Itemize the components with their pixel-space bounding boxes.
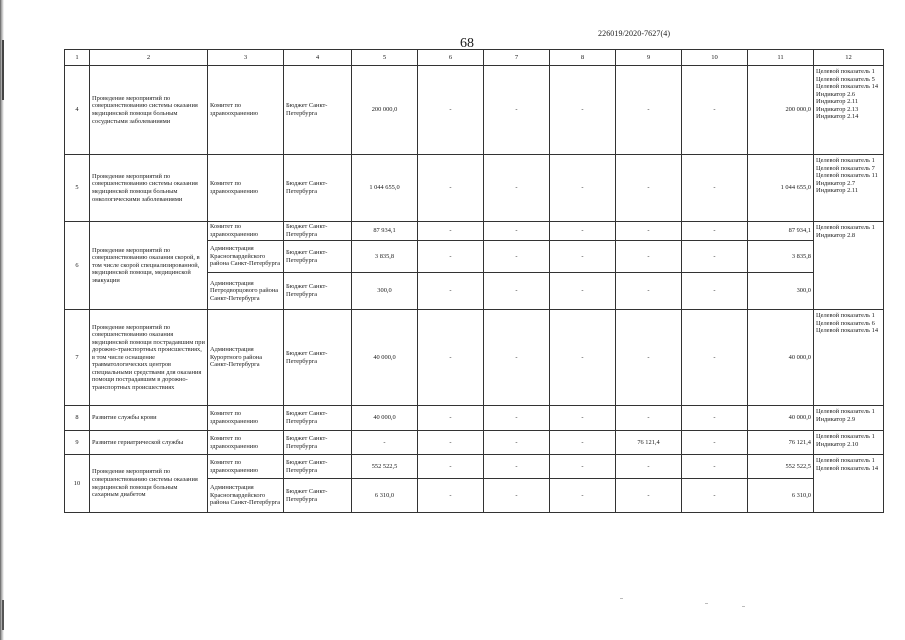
amount-cell: -	[484, 479, 550, 513]
header-cell: 4	[284, 50, 352, 66]
amount-cell: -	[616, 155, 682, 222]
indicator: Индикатор 2.8	[816, 231, 856, 239]
amount-cell: 552 522,5	[748, 455, 814, 479]
total-amount: -	[352, 431, 418, 455]
scan-mark	[2, 600, 4, 630]
funding-source: Бюджет Санкт-Петербурга	[284, 273, 352, 310]
amount-cell: 200 000,0	[748, 66, 814, 155]
amount-cell: -	[418, 155, 484, 222]
indicator: Целевой показатель 1	[816, 408, 875, 415]
funding-source: Бюджет Санкт-Петербурга	[284, 455, 352, 479]
row-number: 9	[65, 431, 90, 455]
amount-cell: -	[682, 273, 748, 310]
amount-cell: 6 310,0	[748, 479, 814, 513]
amount-cell: -	[484, 455, 550, 479]
funding-source: Бюджет Санкт-Петербурга	[284, 431, 352, 455]
header-cell: 10	[682, 50, 748, 66]
page-number: 68	[460, 36, 474, 51]
amount-cell: -	[550, 431, 616, 455]
amount-cell: -	[418, 406, 484, 431]
amount-cell: 300,0	[748, 273, 814, 310]
funding-source: Бюджет Санкт-Петербурга	[284, 66, 352, 155]
table-row	[65, 406, 884, 431]
amount-cell: -	[550, 310, 616, 406]
header-cell: 1	[65, 50, 90, 66]
total-amount: 200 000,0	[352, 66, 418, 155]
row-number: 10	[65, 455, 90, 513]
amount-cell: -	[616, 222, 682, 241]
indicator: Целевой показатель 1	[816, 457, 875, 464]
header-cell: 2	[90, 50, 208, 66]
header-cell: 3	[208, 50, 284, 66]
total-amount: 87 934,1	[352, 222, 418, 241]
indicators-cell	[814, 66, 884, 155]
amount-cell: -	[550, 406, 616, 431]
indicator: Целевой показатель 6	[816, 319, 875, 327]
amount-cell: -	[616, 273, 682, 310]
amount-cell: -	[682, 479, 748, 513]
amount-cell: -	[418, 66, 484, 155]
amount-cell: -	[418, 310, 484, 406]
header-cell: 5	[352, 50, 418, 66]
indicators-cell	[814, 406, 884, 431]
row-number: 7	[65, 310, 90, 406]
amount-cell: -	[682, 406, 748, 431]
indicators-cell	[814, 455, 884, 513]
amount-cell: 40 000,0	[748, 406, 814, 431]
amount-cell: 3 835,8	[748, 241, 814, 273]
amount-cell: -	[682, 455, 748, 479]
amount-cell: -	[682, 155, 748, 222]
amount-cell: -	[484, 310, 550, 406]
amount-cell: -	[682, 66, 748, 155]
indicator: Целевой показатель 1	[816, 157, 875, 164]
table-row	[65, 310, 884, 406]
measure-name: Развитие службы крови	[90, 406, 208, 431]
measure-name: Развитие гериатрической службы	[90, 431, 208, 455]
header-cell: 9	[616, 50, 682, 66]
row-number: 8	[65, 406, 90, 431]
table-row	[65, 155, 884, 222]
indicators-cell	[814, 155, 884, 222]
indicator: Индикатор 2.6	[816, 90, 856, 98]
indicator: Целевой показатель 14	[816, 327, 879, 335]
row-number: 6	[65, 222, 90, 310]
amount-cell: -	[550, 222, 616, 241]
document-id: 226019/2020-7627(4)	[598, 29, 671, 38]
measure-name: Проведение мероприятий по совершенствованию системы оказания медицинской помощи больным сосудистыми заболеваниями	[90, 66, 208, 155]
executor: Администрация Петродворцового района Санкт-Петербурга	[208, 273, 284, 310]
header-row	[65, 50, 884, 66]
amount-cell: 1 044 655,0	[748, 155, 814, 222]
amount-cell: -	[550, 66, 616, 155]
amount-cell: -	[418, 273, 484, 310]
measure-name: Проведение мероприятий по совершенствованию системы оказания медицинской помощи больным онкологическими заболеваниями	[90, 155, 208, 222]
amount-cell: -	[616, 406, 682, 431]
amount-cell: -	[616, 66, 682, 155]
indicator: Индикатор 2.11	[816, 187, 859, 195]
indicators-cell	[814, 222, 884, 310]
amount-cell: -	[418, 479, 484, 513]
total-amount: 40 000,0	[352, 406, 418, 431]
executor: Комитет по здравоохранению	[208, 155, 284, 222]
executor: Комитет по здравоохранению	[208, 431, 284, 455]
executor: Администрация Красногвардейского района Санкт-Петербурга	[208, 241, 284, 273]
amount-cell: -	[682, 222, 748, 241]
row-number: 5	[65, 155, 90, 222]
executor: Администрация Курортного района Санкт-Петербурга	[208, 310, 284, 406]
amount-cell: -	[484, 406, 550, 431]
total-amount: 1 044 655,0	[352, 155, 418, 222]
amount-cell: -	[418, 455, 484, 479]
indicator: Индикатор 2.9	[816, 415, 856, 423]
executor: Комитет по здравоохранению	[208, 66, 284, 155]
indicator: Целевой показатель 1	[816, 312, 875, 319]
amount-cell: -	[484, 241, 550, 273]
amount-cell: -	[682, 431, 748, 455]
funding-source: Бюджет Санкт-Петербурга	[284, 310, 352, 406]
amount-cell: -	[550, 241, 616, 273]
table-row	[65, 455, 884, 479]
executor: Комитет по здравоохранению	[208, 455, 284, 479]
header-cell: 7	[484, 50, 550, 66]
amount-cell: -	[682, 241, 748, 273]
amount-cell: -	[418, 222, 484, 241]
indicator: Целевой показатель 14	[816, 464, 879, 472]
amount-cell: -	[616, 310, 682, 406]
amount-cell: -	[616, 455, 682, 479]
amount-cell: -	[616, 241, 682, 273]
program-table	[64, 49, 884, 513]
indicator: Индикатор 2.14	[816, 113, 859, 121]
total-amount: 6 310,0	[352, 479, 418, 513]
header-cell: 11	[748, 50, 814, 66]
total-amount: 552 522,5	[352, 455, 418, 479]
scan-speck	[620, 598, 623, 599]
total-amount: 3 835,8	[352, 241, 418, 273]
indicator: Индикатор 2.10	[816, 440, 859, 448]
funding-source: Бюджет Санкт-Петербурга	[284, 241, 352, 273]
indicator: Целевой показатель 11	[816, 172, 878, 180]
indicator: Целевой показатель 7	[816, 164, 875, 172]
amount-cell: -	[550, 155, 616, 222]
indicator: Целевой показатель 1	[816, 224, 875, 231]
funding-source: Бюджет Санкт-Петербурга	[284, 479, 352, 513]
amount-cell: -	[616, 479, 682, 513]
funding-source: Бюджет Санкт-Петербурга	[284, 155, 352, 222]
amount-cell: -	[484, 222, 550, 241]
amount-cell: 87 934,1	[748, 222, 814, 241]
indicator: Индикатор 2.13	[816, 105, 859, 113]
measure-name: Проведение мероприятий по совершенствованию системы оказания медицинской помощи больным сахарным диабетом	[90, 455, 208, 513]
indicator: Целевой показатель 1	[816, 433, 875, 440]
header-cell: 6	[418, 50, 484, 66]
funding-source: Бюджет Санкт-Петербурга	[284, 406, 352, 431]
amount-cell: -	[550, 273, 616, 310]
measure-name: Проведение мероприятий по совершенствованию оказания медицинской помощи пострадавшим при дорожно-транспортных происшествиях, в том числе оснащение травматологических центров специальными средствами для оказания помощи пострадавшим в дорожно-транспортных происшествиях	[90, 310, 208, 406]
amount-cell: -	[418, 241, 484, 273]
row-number: 4	[65, 66, 90, 155]
total-amount: 300,0	[352, 273, 418, 310]
indicator: Целевой показатель 14	[816, 83, 879, 91]
scan-speck	[742, 606, 745, 607]
amount-cell: -	[484, 431, 550, 455]
scan-mark	[2, 40, 4, 100]
executor: Комитет по здравоохранению	[208, 222, 284, 241]
amount-cell: -	[418, 431, 484, 455]
amount-cell: 76 121,4	[616, 431, 682, 455]
funding-source: Бюджет Санкт-Петербурга	[284, 222, 352, 241]
scan-speck	[705, 603, 708, 604]
indicator: Индикатор 2.7	[816, 179, 856, 187]
amount-cell: -	[682, 310, 748, 406]
amount-cell: -	[550, 479, 616, 513]
table-row	[65, 222, 884, 241]
indicator: Целевой показатель 5	[816, 75, 875, 83]
table-row	[65, 66, 884, 155]
amount-cell: 40 000,0	[748, 310, 814, 406]
amount-cell: -	[484, 66, 550, 155]
amount-cell: -	[484, 155, 550, 222]
amount-cell: 76 121,4	[748, 431, 814, 455]
indicators-cell	[814, 431, 884, 455]
executor: Комитет по здравоохранению	[208, 406, 284, 431]
total-amount: 40 000,0	[352, 310, 418, 406]
header-cell: 8	[550, 50, 616, 66]
table-row	[65, 431, 884, 455]
indicators-cell	[814, 310, 884, 406]
indicator: Целевой показатель 1	[816, 68, 875, 75]
indicator: Индикатор 2.11	[816, 98, 859, 106]
amount-cell: -	[550, 455, 616, 479]
executor: Администрация Красногвардейского района Санкт-Петербурга	[208, 479, 284, 513]
measure-name: Проведение мероприятий по совершенствованию оказания скорой, в том числе скорой специализированной, медицинской помощи, медицинской эвакуации	[90, 222, 208, 310]
amount-cell: -	[484, 273, 550, 310]
header-cell: 12	[814, 50, 884, 66]
